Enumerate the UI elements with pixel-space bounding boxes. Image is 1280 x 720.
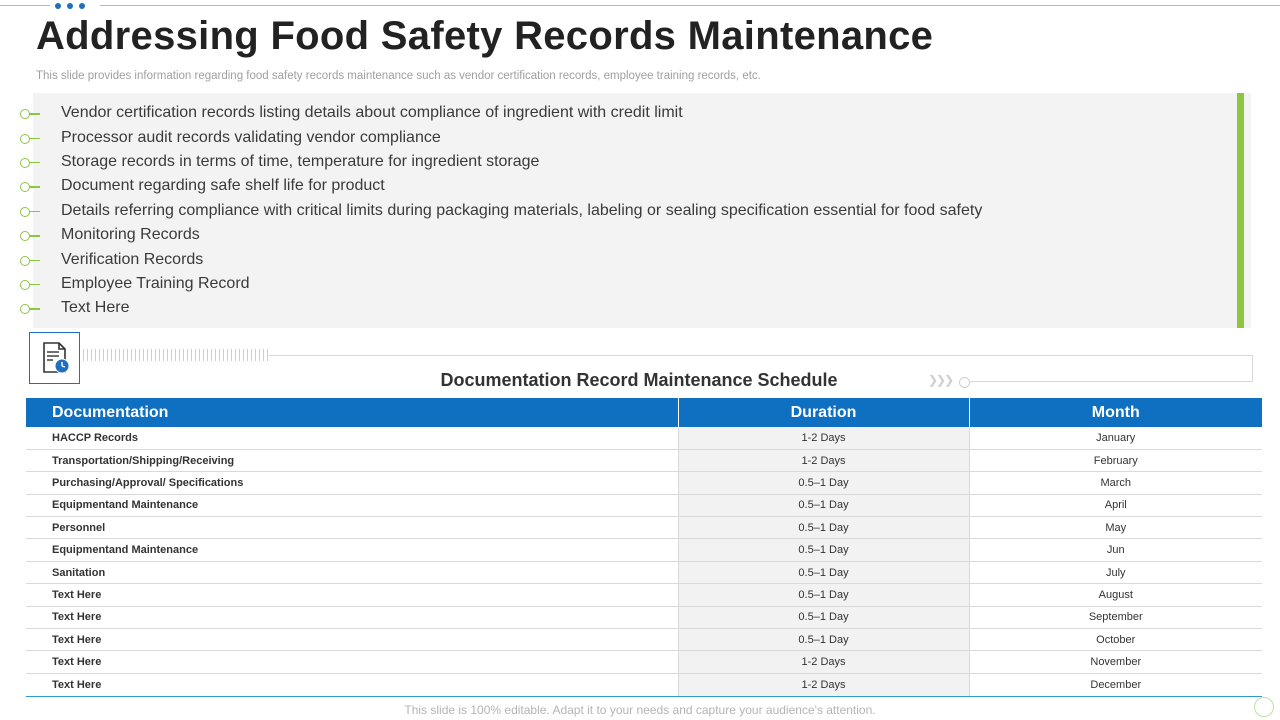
footer-note: This slide is 100% editable. Adapt it to your needs and capture your audience's attention. — [404, 703, 876, 717]
cell-duration: 1-2 Days — [678, 449, 969, 471]
cell-month: July — [969, 561, 1262, 583]
cell-duration: 0.5–1 Day — [678, 539, 969, 561]
bullet-text: Processor audit records validating vendor compliance — [61, 128, 441, 146]
bullet-circle-icon — [20, 132, 61, 144]
bullet-text: Monitoring Records — [61, 226, 200, 244]
circle-ornament — [1254, 697, 1274, 717]
chevrons-icon: ❯❯❯ — [928, 373, 953, 387]
cell-duration: 0.5–1 Day — [678, 584, 969, 606]
table-header-row — [26, 398, 1262, 427]
cell-documentation: Transportation/Shipping/Receiving — [26, 449, 678, 471]
cell-documentation: Text Here — [26, 651, 678, 673]
cell-month: August — [969, 584, 1262, 606]
list-item — [20, 223, 982, 247]
table-row — [26, 427, 1262, 449]
bullet-text: Storage records in terms of time, temperature for ingredient storage — [61, 152, 540, 170]
cell-month: Jun — [969, 539, 1262, 561]
dots-ornament — [50, 1, 100, 11]
list-item — [20, 296, 982, 320]
cell-duration: 1-2 Days — [678, 427, 969, 449]
top-rule — [0, 5, 1280, 6]
table-row — [26, 606, 1262, 628]
cell-documentation: Text Here — [26, 629, 678, 651]
cell-duration: 0.5–1 Day — [678, 517, 969, 539]
list-item — [20, 150, 982, 174]
tick-ornament — [83, 349, 269, 361]
cell-month: January — [969, 427, 1262, 449]
cell-documentation: Sanitation — [26, 561, 678, 583]
bullet-circle-icon — [20, 156, 61, 168]
cell-month: April — [969, 494, 1262, 516]
bullet-list — [20, 101, 982, 321]
bullet-circle-icon — [20, 302, 61, 314]
list-item — [20, 272, 982, 296]
table-row — [26, 449, 1262, 471]
table-row — [26, 517, 1262, 539]
cell-documentation: Equipmentand Maintenance — [26, 494, 678, 516]
divider-line — [269, 355, 1253, 356]
cell-duration: 1-2 Days — [678, 673, 969, 695]
bullet-circle-icon — [20, 229, 61, 241]
table-row — [26, 584, 1262, 606]
cell-month: May — [969, 517, 1262, 539]
bullet-circle-icon — [20, 254, 61, 266]
bullet-circle-icon — [20, 107, 61, 119]
bullet-text: Details referring compliance with critical limits during packaging materials, labeling or sealing specification essential for food safety — [61, 201, 983, 219]
cell-documentation: Text Here — [26, 673, 678, 695]
bullet-text: Document regarding safe shelf life for product — [61, 177, 385, 195]
cell-documentation: Personnel — [26, 517, 678, 539]
schedule-table — [26, 398, 1262, 696]
cell-duration: 0.5–1 Day — [678, 606, 969, 628]
slide-title: Addressing Food Safety Records Maintenance — [36, 14, 934, 58]
bullet-text: Employee Training Record — [61, 274, 250, 292]
cell-duration: 0.5–1 Day — [678, 472, 969, 494]
cell-documentation: Text Here — [26, 606, 678, 628]
column-header: Duration — [678, 398, 969, 427]
bullet-text: Text Here — [61, 299, 130, 317]
cell-documentation: Purchasing/Approval/ Specifications — [26, 472, 678, 494]
cell-month: September — [969, 606, 1262, 628]
table-row — [26, 539, 1262, 561]
table-row — [26, 673, 1262, 695]
table-row — [26, 629, 1262, 651]
bottom-rule — [26, 696, 1262, 697]
bullet-circle-icon — [20, 205, 61, 217]
table-row — [26, 561, 1262, 583]
list-item — [20, 247, 982, 271]
column-header: Documentation — [26, 398, 678, 427]
table-title: Documentation Record Maintenance Schedule — [440, 370, 838, 390]
column-header: Month — [969, 398, 1262, 427]
list-item — [20, 174, 982, 198]
bullet-circle-icon — [20, 180, 61, 192]
cell-documentation: Text Here — [26, 584, 678, 606]
cell-month: December — [1090, 678, 1142, 691]
list-item — [20, 199, 982, 223]
table-row — [26, 651, 1262, 673]
cell-month: March — [969, 472, 1262, 494]
cell-month: February — [969, 449, 1262, 471]
cell-month: November — [969, 651, 1262, 673]
bullet-circle-icon — [20, 278, 61, 290]
cell-duration: 0.5–1 Day — [678, 629, 969, 651]
cell-documentation: Equipmentand Maintenance — [26, 539, 678, 561]
bullet-text: Vendor certification records listing details about compliance of ingredient with credit limit — [61, 104, 683, 122]
panel-accent-bar — [1237, 93, 1244, 328]
cell-duration: 0.5–1 Day — [678, 494, 969, 516]
cell-documentation: HACCP Records — [26, 427, 678, 449]
cell-duration: 1-2 Days — [678, 651, 969, 673]
cell-duration: 0.5–1 Day — [678, 561, 969, 583]
bullet-text: Verification Records — [61, 250, 204, 268]
table-row — [26, 472, 1262, 494]
list-item — [20, 125, 982, 149]
cell-month: October — [969, 629, 1262, 651]
slide-subtitle: This slide provides information regarding food safety records maintenance such as vendor certification records, employee training records, etc. — [36, 70, 761, 82]
table-row — [26, 494, 1262, 516]
list-item — [20, 101, 982, 125]
